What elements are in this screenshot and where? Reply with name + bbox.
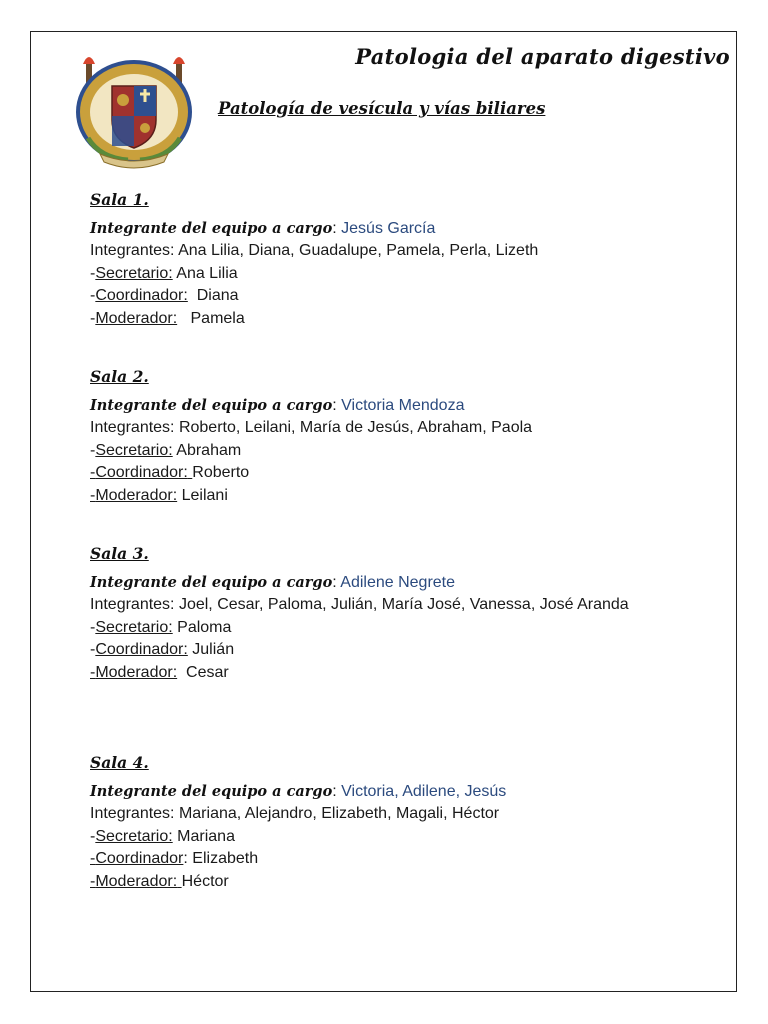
integrantes-value: Mariana, Alejandro, Elizabeth, Magali, Héctor [178, 805, 500, 822]
lead-line: Integrante del equipo a cargo: Victoria Mendoza [90, 397, 465, 414]
secretario-value: Mariana [177, 827, 235, 845]
moderador-label: Moderador: [95, 309, 178, 327]
coordinador-value: Julián [192, 641, 235, 658]
secretario-label: Secretario: [95, 827, 173, 845]
coordinador-value: Roberto [192, 464, 250, 481]
integrantes-label: Integrantes: [90, 805, 175, 822]
lead-line: Integrante del equipo a cargo: Adilene Negrete [90, 574, 456, 591]
integrantes-line [90, 240, 650, 263]
integrantes-line [90, 803, 650, 826]
sala-title: Sala 3. [90, 544, 149, 563]
moderador-value: Pamela [190, 309, 245, 327]
sala-section-1 [90, 190, 650, 330]
integrantes-value: Roberto, Leilani, María de Jesús, Abraham, Paola [178, 419, 533, 436]
university-crest-icon [70, 50, 198, 170]
moderador-label: Moderador: [95, 872, 178, 890]
secretario-line: -Secretario: Abraham [90, 441, 242, 459]
sala-title: Sala 1. [90, 190, 149, 209]
lead-label: Integrante del equipo a cargo [90, 783, 333, 800]
moderador-value: Leilani [181, 486, 228, 504]
page-title: Patologia del aparato digestivo [355, 44, 730, 69]
integrantes-label: Integrantes: [90, 242, 175, 259]
lead-label: Integrante del equipo a cargo [90, 397, 333, 414]
moderador-label: Moderador: [95, 663, 178, 681]
coordinador-line: -Coordinador: Julián [90, 641, 235, 658]
coordinador-value: Elizabeth [192, 850, 259, 867]
coordinador-value: Diana [196, 287, 239, 304]
integrantes-line [90, 594, 635, 617]
coordinador-line: -Coordinador: Elizabeth [90, 850, 259, 867]
coordinador-label: Coordinador: [95, 464, 188, 481]
moderador-line: -Moderador: Leilani [90, 486, 228, 504]
lead-label: Integrante del equipo a cargo [90, 220, 333, 237]
coordinador-label: Coordinador [95, 850, 184, 867]
lead-value: Victoria, Adilene, Jesús [341, 783, 507, 800]
page-subtitle: Patología de vesícula y vías biliares [218, 99, 546, 118]
integrantes-value: Joel, Cesar, Paloma, Julián, María José, Vanessa, José Aranda [178, 596, 629, 613]
integrantes-value: Ana Lilia, Diana, Guadalupe, Pamela, Perla, Lizeth [178, 242, 539, 259]
integrantes-label: Integrantes: [90, 419, 175, 436]
secretario-line: -Secretario: Mariana [90, 827, 235, 845]
lead-label: Integrante del equipo a cargo [90, 574, 333, 591]
sala-section-4 [90, 753, 650, 893]
coordinador-line: -Coordinador: Roberto [90, 462, 650, 485]
sala-title: Sala 4. [90, 753, 149, 772]
secretario-label: Secretario: [95, 441, 173, 459]
moderador-label: Moderador: [95, 486, 178, 504]
secretario-label: Secretario: [95, 264, 173, 282]
secretario-line: -Secretario: Paloma [90, 618, 232, 636]
coordinador-label: Coordinador: [95, 641, 188, 658]
secretario-line: -Secretario: Ana Lilia [90, 264, 238, 282]
integrantes-label: Integrantes: [90, 596, 175, 613]
lead-value: Victoria Mendoza [341, 397, 465, 414]
lead-line: Integrante del equipo a cargo: Victoria, Adilene, Jesús [90, 783, 507, 800]
sala-title: Sala 2. [90, 367, 149, 386]
secretario-value: Abraham [176, 441, 242, 459]
lead-value: Adilene Negrete [340, 574, 456, 591]
sala-section-3 [90, 544, 650, 684]
moderador-value: Cesar [186, 663, 229, 681]
moderador-line: -Moderador: Héctor [90, 872, 229, 890]
lead-value: Jesús García [341, 220, 436, 237]
lead-line: Integrante del equipo a cargo: Jesús García [90, 220, 436, 237]
coordinador-label: Coordinador: [95, 287, 188, 304]
moderador-line: -Moderador: Cesar [90, 663, 229, 681]
integrantes-line [90, 417, 650, 440]
secretario-value: Paloma [177, 618, 232, 636]
coordinador-line: -Coordinador: Diana [90, 287, 239, 304]
secretario-value: Ana Lilia [176, 264, 238, 282]
sala-section-2 [90, 367, 650, 507]
moderador-value: Héctor [181, 872, 229, 890]
moderador-line: -Moderador: Pamela [90, 309, 245, 327]
secretario-label: Secretario: [95, 618, 173, 636]
